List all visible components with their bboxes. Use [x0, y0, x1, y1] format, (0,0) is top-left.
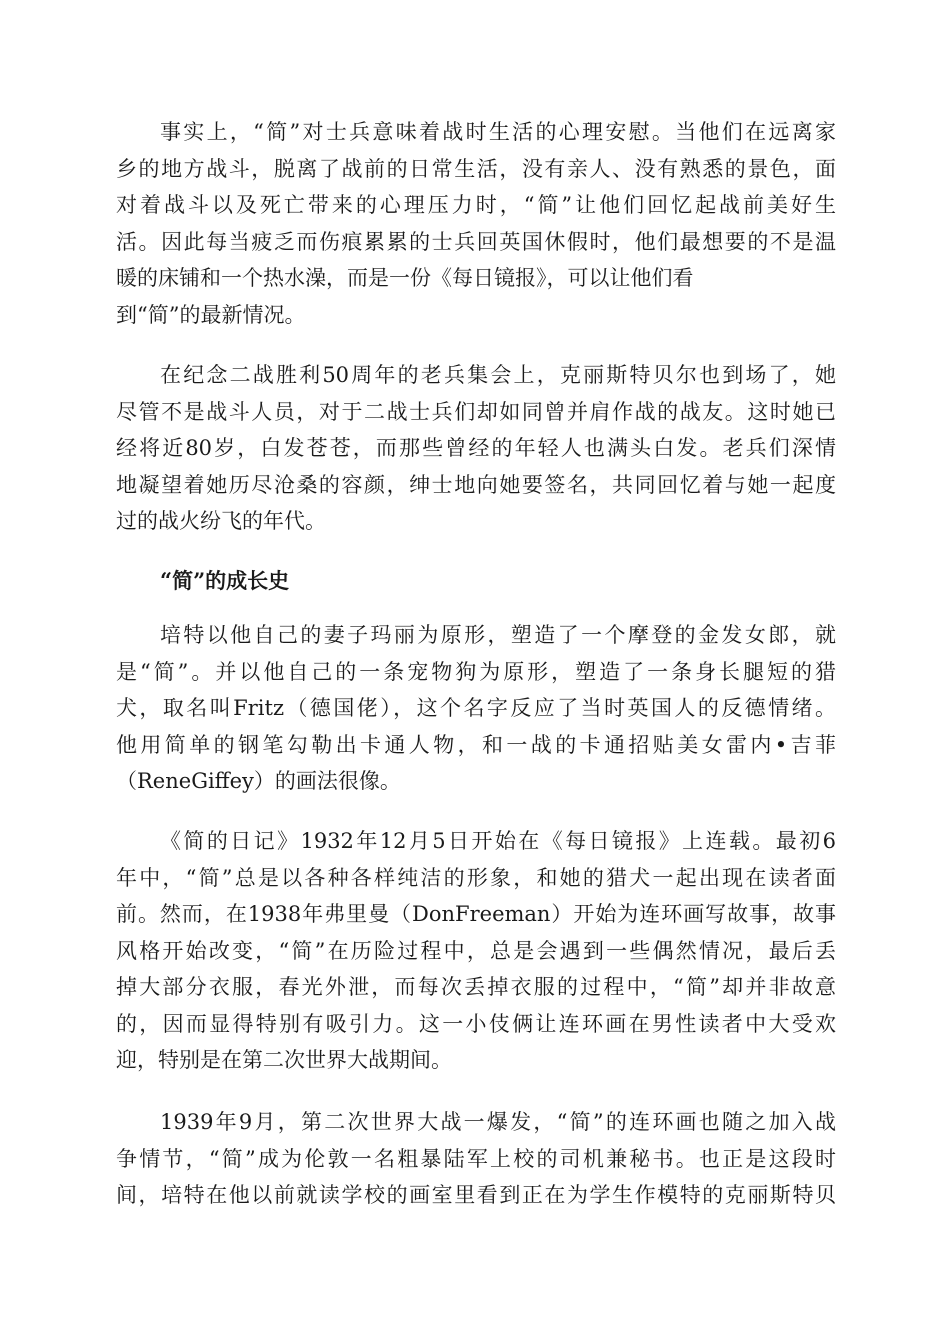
paragraph-line: 暖的床铺和一个热水澡，而是一份《每日镜报》，可以让他们看	[116, 266, 694, 290]
paragraph-line: 过的战火纷飞的年代。	[116, 509, 326, 533]
paragraph-veterans-gathering	[116, 357, 836, 540]
paragraph-line: 风格开始改变，“简”在历险过程中，总是会遇到一些偶然情况，最后丢	[116, 938, 836, 963]
paragraph-war-storyline	[116, 1104, 836, 1214]
paragraph-line: 犬，取名叫Fritz（德国佬），这个名字反应了当时英国人的反德情绪。	[116, 696, 836, 720]
paragraph-line: 经将近80岁，白发苍苍，而那些曾经的年轻人也满头白发。老兵们深情	[116, 436, 836, 460]
paragraph-line: （ReneGiffey）的画法很像。	[116, 769, 401, 793]
paragraph-serialization	[116, 823, 836, 1079]
paragraph-line: 1939年9月，第二次世界大战一爆发，“简”的连环画也随之加入战	[160, 1110, 836, 1134]
section-heading: “简”的成长史	[160, 568, 290, 593]
paragraph-line: 到“简”的最新情况。	[116, 302, 306, 327]
paragraph-line: 在纪念二战胜利50周年的老兵集会上，克丽斯特贝尔也到场了，她	[160, 363, 836, 387]
paragraph-line: 对着战斗以及死亡带来的心理压力时，“简”让他们回忆起战前美好生	[116, 193, 836, 217]
paragraph-line: 地凝望着她历尽沧桑的容颜，绅士地向她要签名，共同回忆着与她一起度	[116, 472, 836, 497]
paragraph-line: 乡的地方战斗，脱离了战前的日常生活，没有亲人、没有熟悉的景色，面	[116, 156, 836, 181]
paragraph-line: 迎，特别是在第二次世界大战期间。	[116, 1048, 452, 1072]
paragraph-line: 掉大部分衣服，春光外泄，而每次丢掉衣服的过程中，“简”却并非故意	[116, 975, 836, 999]
paragraph-soldiers-comfort	[116, 114, 836, 333]
paragraph-line: 他用简单的钢笔勾勒出卡通人物，和一战的卡通招贴美女雷内•吉菲	[116, 732, 836, 757]
paragraph-line: 年中，“简”总是以各种各样纯洁的形象，和她的猎犬一起出现在读者面	[116, 865, 836, 890]
paragraph-line: 事实上，“简”对士兵意味着战时生活的心理安慰。当他们在远离家	[160, 120, 836, 144]
paragraph-line: 前。然而，在1938年弗里曼（DonFreeman）开始为连环画写故事，故事	[116, 902, 836, 926]
paragraph-character-origin	[116, 617, 836, 800]
paragraph-line: 尽管不是战斗人员，对于二战士兵们却如同曾并肩作战的战友。这时她已	[116, 399, 836, 424]
paragraph-line: 活。因此每当疲乏而伤痕累累的士兵回英国休假时，他们最想要的不是温	[116, 229, 836, 254]
paragraph-line: 《简的日记》1932年12月5日开始在《每日镜报》上连载。最初6	[160, 829, 836, 853]
paragraph-line: 争情节，“简”成为伦敦一名粗暴陆军上校的司机兼秘书。也正是这段时	[116, 1146, 836, 1171]
paragraph-line: 是“简”。并以他自己的一条宠物狗为原形，塑造了一条身长腿短的猎	[116, 659, 836, 684]
paragraph-line: 培特以他自己的妻子玛丽为原形，塑造了一个摩登的金发女郎，就	[160, 623, 836, 647]
paragraph-line: 的，因而显得特别有吸引力。这一小伎俩让连环画在男性读者中大受欢	[116, 1011, 836, 1036]
paragraph-line: 间，培特在他以前就读学校的画室里看到正在为学生作模特的克丽斯特贝	[116, 1183, 836, 1207]
